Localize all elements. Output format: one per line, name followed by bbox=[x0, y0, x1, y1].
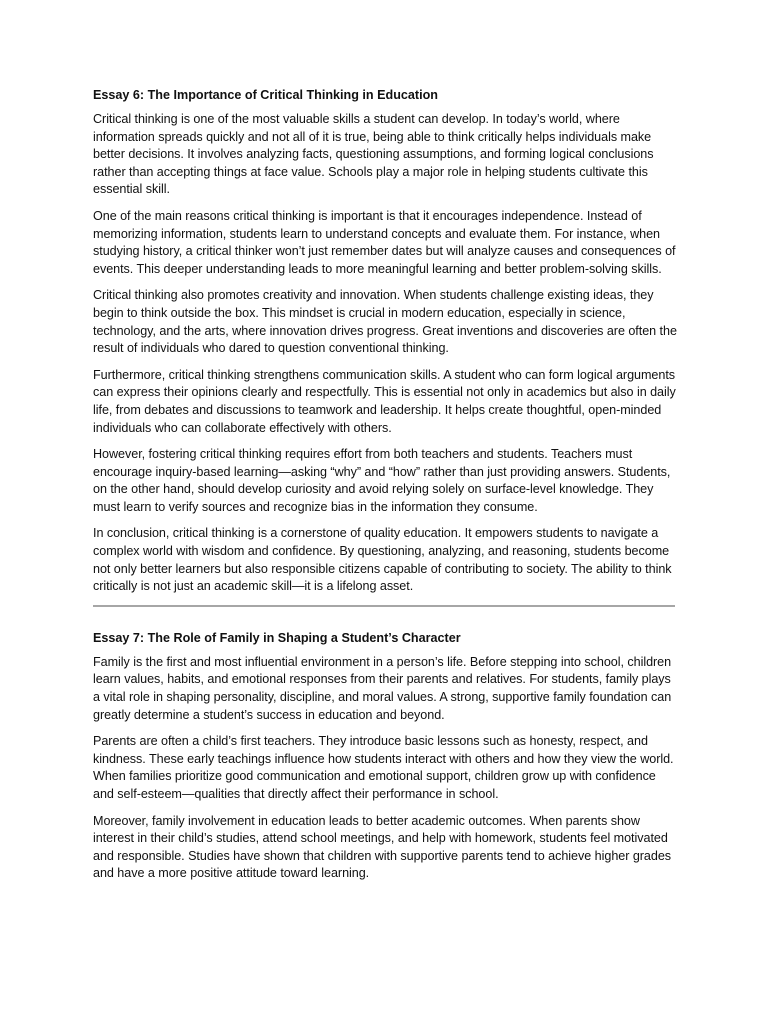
essay-paragraph: Moreover, family involvement in education leads to better academic outcomes. When parents show interest in their child’s studies, attend school meetings, and help with homework, students feel motivated and responsible. Studies have shown that children with supportive parents tend to achieve higher grades and have a more positive attitude toward learning. bbox=[93, 813, 672, 881]
essay-paragraph: Family is the first and most influential environment in a person’s life. Before stepping into school, children learn values, habits, and emotional responses from their parents and relatives. For students, family plays a vital role in shaping personality, discipline, and moral values. A strong, supportive family foundation can greatly determine a student’s success in education and beyond. bbox=[93, 654, 672, 722]
essay-title: Essay 7: The Role of Family in Shaping a Student’s Character bbox=[93, 630, 461, 645]
essay-paragraph: Furthermore, critical thinking strengthens communication skills. A student who can form logical arguments can express their opinions clearly and respectfully. This is essential not only in academics but also in daily life, from debates and discussions to teamwork and leadership. It helps create thoughtful, open-minded individuals who can collaborate effectively with others. bbox=[93, 367, 676, 435]
essay-title: Essay 6: The Importance of Critical Thinking in Education bbox=[93, 88, 438, 102]
essay-paragraph: One of the main reasons critical thinking is important is that it encourages independence. Instead of memorizing information, students learn to understand concepts and evaluate them. For instance, when studying history, a critical thinker won’t just remember dates but will analyze causes and consequences of events. This deeper understanding leads to more meaningful learning and better problem-solving skills. bbox=[93, 208, 676, 276]
document-page bbox=[93, 86, 677, 892]
section-divider bbox=[93, 605, 675, 607]
essay-7 bbox=[93, 629, 677, 883]
essay-6 bbox=[93, 86, 677, 596]
essay-paragraph: However, fostering critical thinking requires effort from both teachers and students. Teachers must encourage inquiry-based learning—asking “why” and “how” rather than just providing answers. Students, on the other hand, should develop curiosity and avoid relying solely on surface-level knowledge. They must learn to verify sources and recognize bias in the information they consume. bbox=[93, 447, 671, 514]
essay-paragraph: In conclusion, critical thinking is a cornerstone of quality education. It empowers students to navigate a complex world with wisdom and confidence. By questioning, analyzing, and reasoning, students become not only better learners but also responsible citizens capable of contributing to society. The ability to think critically is not just an academic skill—it is a lifelong asset. bbox=[93, 526, 672, 594]
essay-paragraph: Critical thinking is one of the most valuable skills a student can develop. In today’s world, where information spreads quickly and not all of it is true, being able to think critically helps individuals make better decisions. It involves analyzing facts, questioning assumptions, and forming logical conclusions rather than accepting things at face value. Schools play a major role in helping students cultivate this essential skill. bbox=[93, 112, 654, 197]
essay-paragraph: Critical thinking also promotes creativity and innovation. When students challenge existing ideas, they begin to think outside the box. This mindset is crucial in modern education, especially in science, technology, and the arts, where innovation drives progress. Great inventions and discoveries are often the result of individuals who dared to question conventional thinking. bbox=[93, 288, 677, 356]
essay-paragraph: Parents are often a child’s first teachers. They introduce basic lessons such as honesty, respect, and kindness. These early teachings influence how students interact with others and how they view the world. When families prioritize good communication and emotional support, children grow up with confidence and self-esteem—qualities that directly affect their performance in school. bbox=[93, 734, 674, 801]
